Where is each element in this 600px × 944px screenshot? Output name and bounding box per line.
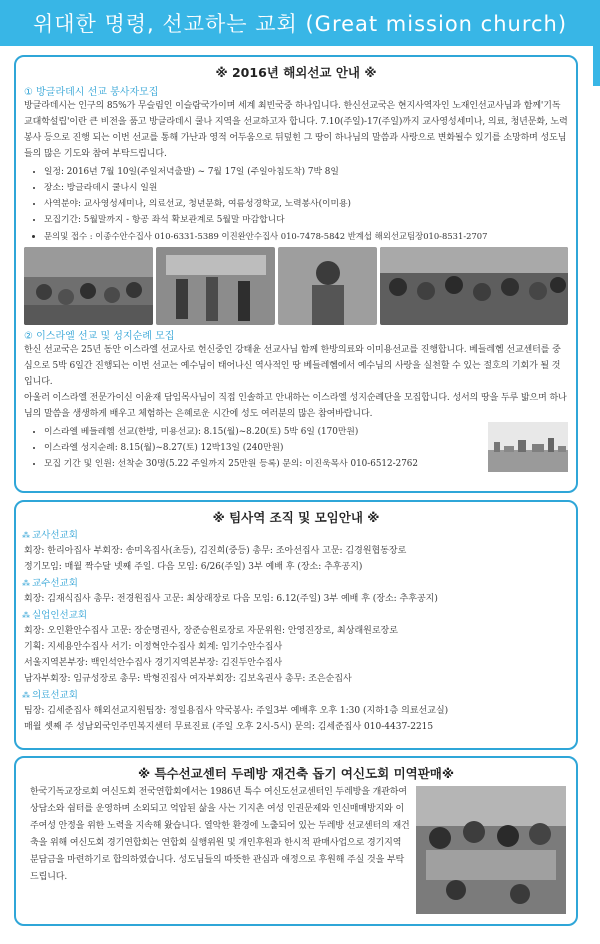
israel-bullets: [16, 424, 488, 472]
group-line: 회장: 김재식집사 총무: 전경원집사 고문: 최상래장로 다음 모임: 6.12(주일) 3부 예배 후 (장소: 추후공지): [24, 594, 438, 604]
israel-bullet: • 모집 기간 및 인원: 선착순 30명(5.22 주일까지 25만원 등록) 문의: 이진욱목사 010-6512-2762: [44, 456, 488, 472]
edge-tab: [593, 46, 600, 86]
medical-mission-heading: ⁂ 의료선교회: [22, 690, 78, 701]
group-line: 회장: 오인환안수집사 고문: 장순명권사, 장준승원로장로 자문위원: 안영진장로, 최상래원로장로: [24, 626, 398, 636]
durebang-content: [16, 784, 576, 914]
team-ministry-box: [14, 500, 578, 750]
group-line: 정기모임: 매월 짝수달 넷째 주일. 다음 모임: 6/26(주일) 3부 예배 후 (장소: 추후공지): [24, 562, 363, 572]
jerusalem-photo: [488, 422, 568, 472]
group-line: 남자부회장: 임규성장로 총무: 박형진집사 여자부회장: 김보옥권사 총무: 조은순집사: [24, 674, 352, 684]
page-banner: [0, 0, 600, 46]
bangladesh-bullet: • 사역분야: 교사영성세미나, 의료선교, 청년문화, 여름성경학교, 노력봉사(이미용): [44, 196, 576, 212]
mission-photo-children: [380, 247, 568, 325]
group-line: 회장: 한리아집사 부회장: 송미옥집사(초등), 김진희(중등) 총무: 조아선집사 고문: 김경원협동장로: [24, 546, 407, 556]
israel-bullet: • 이스라엘 베들레헴 선교(한방, 미용선교): 8.15(월)~8.20(토) 5박 6일 (170만원): [44, 424, 488, 440]
business-mission-heading: ⁂ 실업인선교회: [22, 610, 88, 621]
israel-info-row: [16, 422, 576, 472]
bangladesh-bullet: • 일정: 2016년 7월 10일(주일저녁출발) ~ 7월 17일 (주일아침도착) 7박 8일: [44, 164, 576, 180]
women-group-photo: [416, 786, 566, 914]
durebang-paragraph: 한국기독교장로회 여신도회 전국연합회에서는 1986년 특수 여신도선교센터인 두레방을 개관하여 상담소와 쉼터를 운영하며 소외되고 억압된 삶을 사는 기지촌 여성 인권문제와 인신매매방지와 이주여성 안정을 위한 노력을 지속해 왔습니다. 열악한 환경에 노출되어 있는 두레방 선교센터의 재건축을 위해 여신도회 경기연합회는 연합회 실행위원 및 개인후원과 한시적 판매사업으로 경기지역 분담금을 마련하기로 합의하였습니다. 성도님들의 따뜻한 관심과 애정으로 후원해 주실 것을 부탁드립니다.: [30, 787, 410, 882]
israel-bullet: • 이스라엘 성지순례: 8.15(월)~8.27(토) 12박13일 (240만원): [44, 440, 488, 456]
group-line: 기획: 지세용안수집사 서기: 이정혁안수집사 회계: 임기수안수집사: [24, 642, 283, 652]
bangladesh-bullet: • 장소: 방글라데시 쿨나시 일원: [44, 180, 576, 196]
bangladesh-bullet: • 문의및 접수 : 이종수안수집사 010-6331-5389 이진완안수집사 010-7478-5842 반계섭 해외선교팀장010-8531-2707: [44, 228, 576, 244]
durebang-title: ※ 특수선교센터 두레방 재건축 돕기 여신도회 미역판매※: [137, 766, 455, 781]
durebang-box: [14, 756, 578, 926]
banner-title: 위대한 명령, 선교하는 교회 (Great mission church): [32, 12, 568, 36]
bangladesh-photo-strip: [24, 247, 568, 325]
mission-photo-speaker: [278, 247, 377, 325]
overseas-mission-box: [14, 55, 578, 493]
israel-heading: ② 이스라엘 선교 및 성지순례 모집: [24, 331, 175, 342]
team-ministry-title: ※ 팀사역 조직 및 모임안내 ※: [212, 510, 380, 525]
teachers-mission-heading: ⁂ 교사선교회: [22, 530, 78, 541]
overseas-mission-title: ※ 2016년 해외선교 안내 ※: [215, 65, 377, 80]
mission-photo-crowd: [24, 247, 153, 325]
israel-paragraph-2: 아울러 이스라엘 전문가이신 이윤재 담임목사님이 직접 인솔하고 안내하는 이스라엘 성지순례단을 모집합니다. 성서의 땅을 두루 밟으며 하나님의 말씀을 생생하게 배우고 체험하는 은혜로운 시간에 성도 여러분의 많은 참여바랍니다.: [24, 393, 567, 419]
people-cluster-icon: ⁂: [22, 691, 30, 700]
bangladesh-heading: ① 방글라데시 선교 봉사자모집: [24, 87, 159, 98]
bangladesh-bullet: • 모집기간: 5월말까지 - 항공 좌석 확보관계로 5월말 마감합니다: [44, 212, 576, 228]
people-cluster-icon: ⁂: [22, 531, 30, 540]
bangladesh-bullets: [16, 164, 576, 244]
mission-photo-event: [156, 247, 275, 325]
people-cluster-icon: ⁂: [22, 611, 30, 620]
professors-mission-heading: ⁂ 교수선교회: [22, 578, 78, 589]
israel-paragraph-1: 한신 선교국은 25년 동안 이스라엘 선교사로 헌신중인 강태윤 선교사님 함께 한방의료와 이미용선교를 진행합니다. 베들레헴 선교센터를 중심으로 5박 6일간 진행되는 이번 선교는 예수님이 태어나신 역사적인 땅 베들레헴에서 예수님의 사랑을 실천할 수 있는 절호의 기회가 될 것입니다.: [24, 345, 561, 387]
people-cluster-icon: ⁂: [22, 579, 30, 588]
group-line: 팀장: 김세준집사 해외선교지원팀장: 정일용집사 약국봉사: 주일3부 예배후 오후 1:30 (지하1층 의료선교실): [24, 706, 449, 716]
group-line: 매월 셋째 주 성남외국인주민복지센터 무료진료 (주일 오후 2시-5시) 문의: 김세준집사 010-4437-2215: [24, 722, 434, 732]
group-line: 서울지역본부장: 백인석안수집사 경기지역본부장: 김진두안수집사: [24, 658, 283, 668]
bangladesh-paragraph: 방글라데시는 인구의 85%가 무슬림인 이슬람국가이며 세계 최빈국중 하나입니다. 한신선교국은 현지사역자인 노재인선교사님과 함께'기독교대학설립'이란 큰 비전을 품고 방글라데시 쿨나 지역을 선교하고자 합니다. 7.10(주일)-17(주일)까지 교사영성세미나, 의료, 청년문화, 노력봉사 등으로 진행 되는 이번 선교를 통해 가난과 영적 어두움으로 뒤덮힌 그 땅이 하나님의 말씀과 사랑으로 변화될수 있기를 소망하며 성도님들의 많은 기도와 참여 부탁드립니다.: [24, 101, 568, 159]
